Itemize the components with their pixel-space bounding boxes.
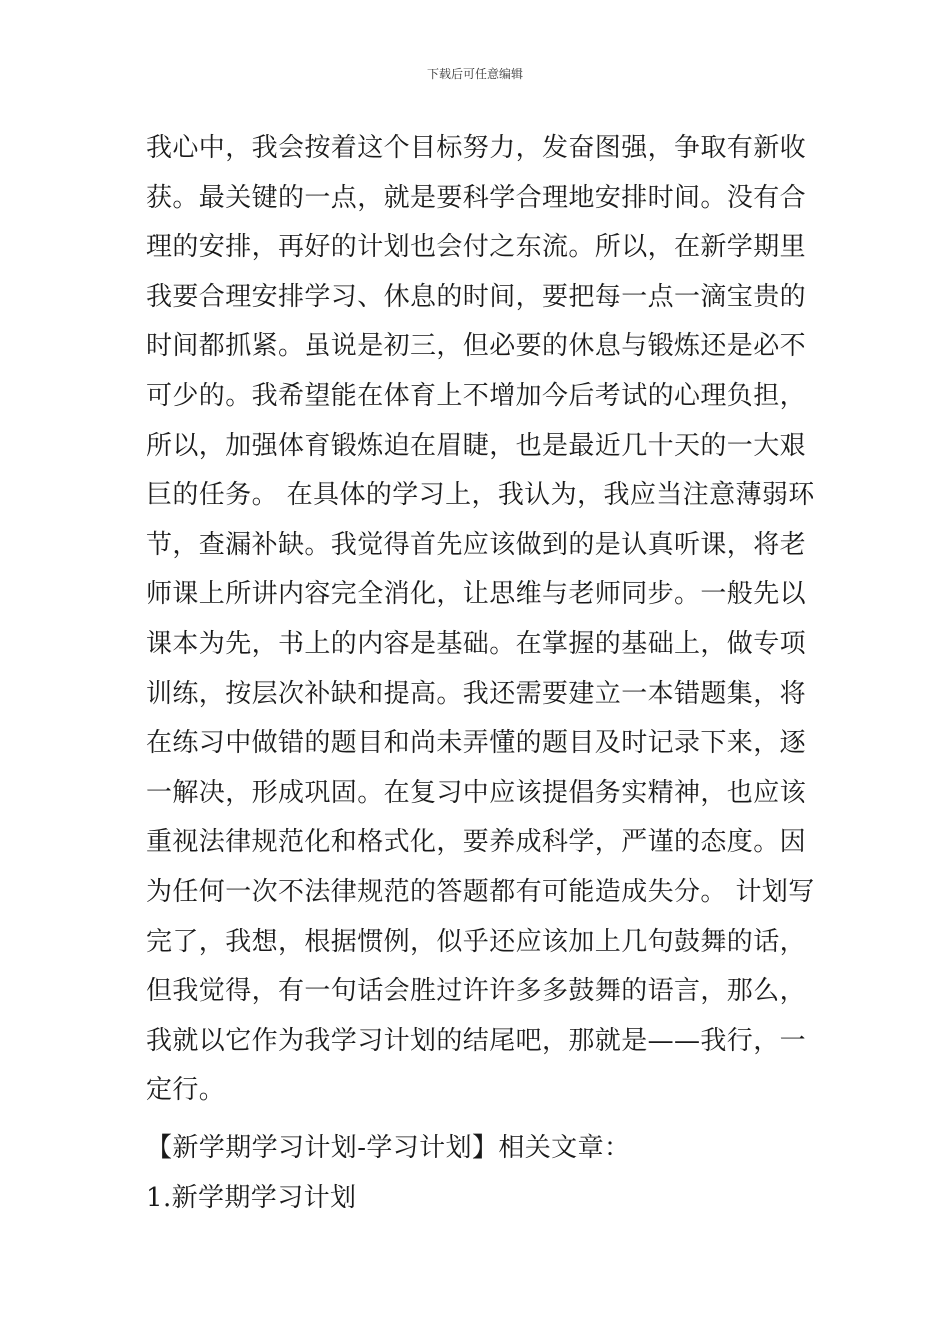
body-line: 时间都抓紧。虽说是初三，但必要的休息与锻炼还是必不 xyxy=(146,331,807,362)
body-line: 在练习中做错的题目和尚未弄懂的题目及时记录下来，逐 xyxy=(146,728,807,759)
body-line: 完了，我想，根据惯例，似乎还应该加上几句鼓舞的话， xyxy=(146,926,807,957)
body-line: 理的安排，再好的计划也会付之东流。所以，在新学期里 xyxy=(146,232,807,263)
body-line: 我心中，我会按着这个目标努力，发奋图强，争取有新收 xyxy=(146,133,807,163)
related-heading: 【新学期学习计划-学习计划】相关文章： xyxy=(146,1133,631,1163)
body-line: 但我觉得，有一句话会胜过许许多多鼓舞的语言，那么， xyxy=(146,976,807,1007)
body-line: 我就以它作为我学习计划的结尾吧，那就是——我行，一 xyxy=(146,1025,807,1056)
body-line: 师课上所讲内容完全消化，让思维与老师同步。一般先以 xyxy=(146,579,807,610)
body-line: 定行。 xyxy=(146,1075,226,1106)
body-line: 节，查漏补缺。我觉得首先应该做到的是认真听课，将老 xyxy=(146,529,807,560)
related-item[interactable]: 1.新学期学习计划 xyxy=(146,1183,357,1213)
body-line: 所以，加强体育锻炼迫在眉睫，也是最近几十天的一大艰 xyxy=(146,430,807,461)
related-articles xyxy=(146,1123,826,1223)
body-line: 一解决，形成巩固。在复习中应该提倡务实精神，也应该 xyxy=(146,777,807,808)
body-line: 训练，按层次补缺和提高。我还需要建立一本错题集，将 xyxy=(146,678,807,709)
header-note: 下载后可任意编辑 xyxy=(426,67,523,81)
body-line: 为任何一次不法律规范的答题都有可能造成失分。 计划写 xyxy=(146,876,815,907)
body-line: 重视法律规范化和格式化，要养成科学，严谨的态度。因 xyxy=(146,827,807,858)
body-line: 可少的。我希望能在体育上不增加今后考试的心理负担， xyxy=(146,380,807,411)
body-line: 我要合理安排学习、休息的时间，要把每一点一滴宝贵的 xyxy=(146,281,807,312)
body-line: 课本为先，书上的内容是基础。在掌握的基础上，做专项 xyxy=(146,628,807,659)
body-line: 巨的任务。 在具体的学习上，我认为，我应当注意薄弱环 xyxy=(146,480,815,511)
body-line: 获。最关键的一点，就是要科学合理地安排时间。没有合 xyxy=(146,182,807,213)
article-body xyxy=(146,124,826,1116)
